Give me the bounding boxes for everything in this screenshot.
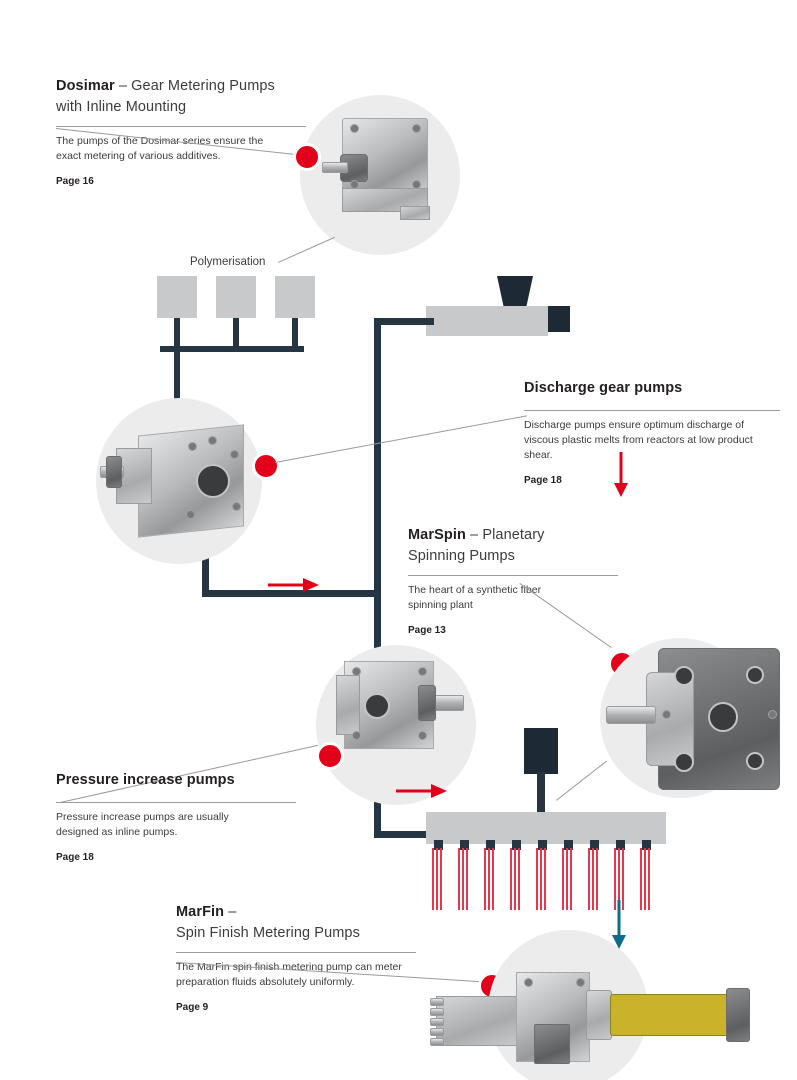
flow-arrow-right-icon-1: [268, 575, 320, 595]
callout-marfin-page: Page 9: [176, 1002, 209, 1013]
callout-marspin-title-bold: MarSpin: [408, 527, 466, 543]
callout-pressure: [56, 772, 296, 863]
callout-marfin-title-bold: MarFin: [176, 904, 225, 920]
callout-pressure-body: Pressure increase pumps are usually designed as inline pumps.: [56, 811, 229, 838]
callout-marfin-divider: [176, 952, 416, 953]
flow-arrow-right-icon-2: [396, 781, 448, 801]
callout-marspin-title-line2: Spinning Pumps: [408, 548, 515, 564]
callout-marspin-page: Page 13: [408, 625, 446, 636]
callout-dosimar-title: [56, 76, 306, 118]
flow-arrow-down-icon: [610, 452, 632, 498]
callout-dosimar-page: Page 16: [56, 176, 94, 187]
callout-discharge-body: Discharge pumps ensure optimum discharge of viscous plastic melts from reactors at low product shear.: [524, 419, 753, 461]
callout-marspin-title: [408, 525, 618, 567]
callout-discharge-page: Page 18: [524, 475, 562, 486]
callout-dosimar-title-bold: Dosimar: [56, 78, 115, 94]
spin-beam-feed-head: [524, 728, 558, 774]
callout-dosimar-title-line2: with Inline Mounting: [56, 99, 187, 115]
callout-marspin-divider: [408, 575, 618, 576]
pump-photo-marspin: [600, 640, 797, 796]
marker-dot-discharge[interactable]: [252, 452, 280, 480]
callout-marfin-title-line2: Spin Finish Metering Pumps: [176, 925, 360, 941]
extruder-hopper: [497, 276, 533, 306]
callout-marfin-title: [176, 902, 416, 944]
callout-marfin: [176, 902, 416, 1013]
pump-photo-pressure: [322, 655, 482, 775]
callout-discharge: [524, 380, 780, 486]
marker-dot-dosimar[interactable]: [293, 143, 321, 171]
leader-line-dosimar-to-tanks: [278, 237, 335, 263]
pump-photo-dosimar: [316, 110, 446, 230]
pump-photo-discharge: [100, 420, 270, 546]
reactor-tank-3: [275, 276, 315, 318]
extruder-drive: [548, 306, 570, 332]
callout-marspin: [408, 525, 618, 636]
pump-photo-marfin: [430, 962, 750, 1072]
callout-marspin-title-rest: – Planetary: [465, 527, 545, 543]
callout-pressure-title: Pressure increase pumps: [56, 772, 235, 788]
callout-marfin-body: The MarFin spin finish metering pump can meter preparation fluids absolutely uniformly.: [176, 961, 402, 988]
leader-line-discharge: [275, 415, 527, 463]
callout-discharge-divider: [524, 410, 780, 411]
callout-pressure-divider: [56, 802, 296, 803]
extruder-barrel: [426, 306, 548, 336]
callout-dosimar-title-rest: – Gear Metering Pumps: [114, 78, 275, 94]
callout-pressure-page: Page 18: [56, 852, 94, 863]
callout-dosimar-divider: [56, 126, 306, 127]
callout-dosimar-body: The pumps of the Dosimar series ensure the exact metering of various additives.: [56, 135, 264, 162]
reactor-tank-1: [157, 276, 197, 318]
callout-discharge-title: Discharge gear pumps: [524, 380, 683, 396]
callout-marfin-title-rest: –: [224, 904, 237, 920]
spin-beam-feed-pipe: [537, 772, 545, 816]
reactor-tank-2: [216, 276, 256, 318]
marker-dot-pressure[interactable]: [316, 742, 344, 770]
tank-manifold: [160, 346, 304, 352]
main-pipe-top: [374, 318, 434, 325]
callout-marspin-body: The heart of a synthetic fiber spinning plant: [408, 584, 542, 611]
label-polymerisation: Polymerisation: [190, 256, 266, 268]
filament-curtain: [430, 848, 670, 912]
